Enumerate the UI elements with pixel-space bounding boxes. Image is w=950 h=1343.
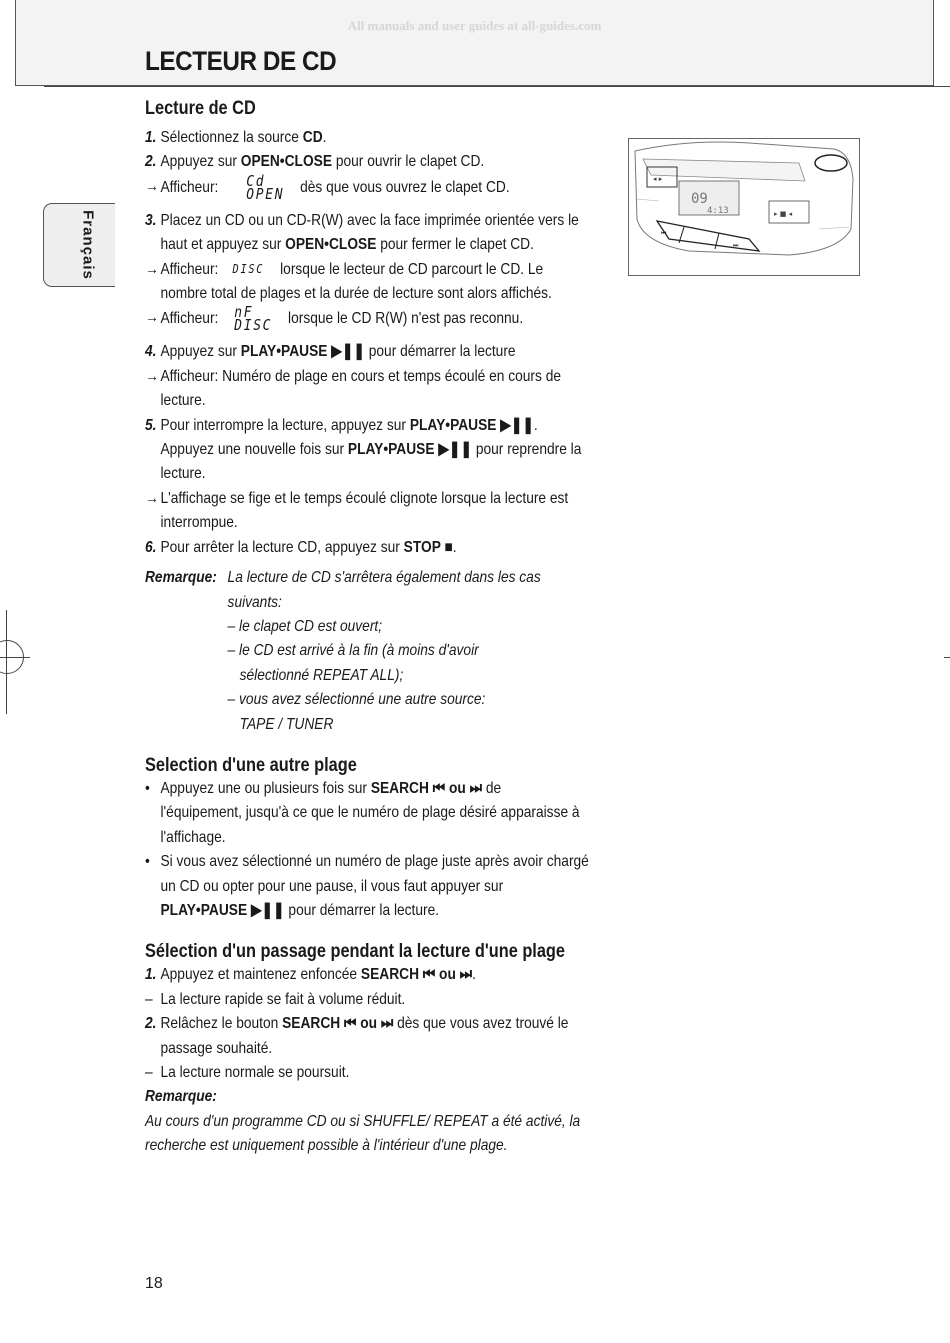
step-4: 4. Appuyez sur PLAY•PAUSE ▶❚❚ pour démarrer la lecture: [145, 343, 516, 361]
display-nf-disc: → Afficheur: nF DISC lorsque le CD R(W) n'est pas reconnu.: [145, 303, 524, 335]
svg-text:◂ ▸: ◂ ▸: [653, 175, 663, 183]
arrow-icon: →: [145, 177, 159, 195]
arrow-icon: →: [145, 309, 159, 327]
step-6: 6. Pour arrêter la lecture CD, appuyez sur STOP ■.: [145, 538, 457, 556]
page-number: 18: [145, 1275, 163, 1292]
svg-text:⏭: ⏭: [733, 242, 739, 249]
display-pause: → L'affichage se fige et le temps écoulé clignote lorsque la lecture est: [145, 487, 558, 511]
search-dash-2: – La lecture normale se poursuit.: [145, 1064, 350, 1081]
arrow-icon: →: [145, 489, 159, 507]
lcd-disc-display: DISC: [232, 261, 265, 276]
search-step-1: 1. Appuyez et maintenez enfoncée SEARCH ⏮ ou ⏭.: [145, 966, 476, 984]
display-track: → Afficheur: Numéro de plage en cours et temps écoulé en cours de: [145, 365, 558, 389]
cd-player-illustration: [628, 138, 860, 276]
device-lcd-track: 09: [691, 191, 708, 207]
arrow-icon: →: [145, 367, 159, 385]
main-content: Lecture de CD 1. Sélectionnez la source CD. 2. Appuyez sur OPEN•CLOSE pour ouvrir le clapet CD. → Afficheur: Cd OPEN dès que vous ouvrez le clapet CD. 3. Placez un CD ou un CD-R(W) avec la face imprimée orientée vers le haut et appuyez sur OPEN•CLOSE pour fermer le clapet CD. → Afficheur: DISC lorsque le lecteur de CD parcourt le CD. Le nombre total de plages et la durée de lecture sont alors affichés. → Afficheur: nF DISC lorsque le CD R(W) n'est pas reconnu. 4. Appuyez sur PLAY•PAUSE ▶❚❚ pour démarrer la lecture → Afficheur: Numéro de plage en cours et temps écoulé en cours de lecture. 5. Pour interrompre la lecture, appuyez sur PLAY•PAUSE ▶❚❚. Appuyez une nouvelle fois sur PLAY•PAUSE ▶❚❚ pour reprendre la lecture. → L'affichage se fige et le temps écoulé clignote lorsque la lecture est interrompue. 6. Pour arrêter la lecture CD, appuyez sur STOP ■. Remarque: La lecture de CD s'arrêtera également dans les cas suivants: – le clapet CD est ouvert; – le CD est arrivé à la fin (à moins d'avoir sélectionné REPEAT ALL); – vous avez sélectionné une autre source: TAPE / TUNER Selection d'une autre plage • Appuyez une ou plusieurs fois sur SEARCH ⏮ ou ⏭ de l'équipement, jusqu'à ce que le numéro de plage désiré apparaisse à l'affichage. • Si vous avez sélectionné un numéro de plage juste après avoir chargé un CD ou opter pour une pause, il vous faut appuyer sur PLAY•PAUSE ▶❚❚ pour démarrer la lecture. Sélection d'un passage pendant la lecture d'une plage 1. Appuyez et maintenez enfoncée SEARCH ⏮ ou ⏭. – La lecture rapide se fait à volume réduit. 2. Relâchez le bouton SEARCH ⏮ ou ⏭ dès que vous avez trouvé le passage souhaité. – La lecture normale se poursuit. Remarque: Au cours d'un programme CD ou si SHUFFLE/ REPEAT a été activé, la recherche est uniquement possible à l'intérieur d'une plage.: [145, 98, 589, 1155]
display-disc: → Afficheur: DISC lorsque le lecteur de CD parcourt le CD. Le: [145, 258, 558, 282]
step-5: 5. Pour interrompre la lecture, appuyez sur PLAY•PAUSE ▶❚❚.: [145, 416, 538, 434]
section-heading-autre-plage: Selection d'une autre plage: [145, 754, 357, 776]
display-open: → Afficheur: Cd OPEN dès que vous ouvrez le clapet CD.: [145, 171, 510, 203]
lcd-nf-display: nF DISC: [234, 303, 273, 335]
watermark: All manuals and user guides at all-guides.com: [347, 18, 602, 33]
search-dash-1: – La lecture rapide se fait à volume réduit.: [145, 990, 406, 1008]
section-heading-lecture: Lecture de CD: [145, 98, 256, 119]
remark-label-search: Remarque:: [145, 1088, 217, 1106]
cd-player-drawing: [629, 139, 859, 275]
remark-cd-stop: Remarque: La lecture de CD s'arrêtera également dans les cas: [145, 569, 541, 587]
step-2: 2. Appuyez sur OPEN•CLOSE pour ouvrir le clapet CD.: [145, 153, 485, 171]
arrow-icon: →: [145, 260, 159, 278]
step-1: 1. Sélectionnez la source CD.: [145, 129, 327, 146]
bullet-1: • Appuyez une ou plusieurs fois sur SEARCH ⏮ ou ⏭ de: [145, 779, 502, 797]
lcd-open-display: Cd OPEN: [246, 171, 285, 203]
svg-text:⏮: ⏮: [661, 230, 667, 237]
crop-mark: [944, 657, 950, 658]
bullet-2: • Si vous avez sélectionné un numéro de plage juste après avoir chargé: [145, 853, 589, 871]
section-heading-passage: Sélection d'un passage pendant la lecture d'une plage: [145, 941, 566, 963]
language-tab-label: Français: [79, 210, 97, 280]
page-title: LECTEUR DE CD: [145, 46, 337, 76]
step-3: 3. Placez un CD ou un CD-R(W) avec la face imprimée orientée vers le: [145, 211, 579, 229]
header-rule: [44, 86, 950, 87]
search-step-2: 2. Relâchez le bouton SEARCH ⏮ ou ⏭ dès que vous avez trouvé le: [145, 1015, 569, 1033]
device-lcd-time: 4:13: [707, 206, 729, 216]
registration-mark: [0, 640, 24, 674]
svg-text:▸ ■ ◂: ▸ ■ ◂: [774, 210, 793, 218]
